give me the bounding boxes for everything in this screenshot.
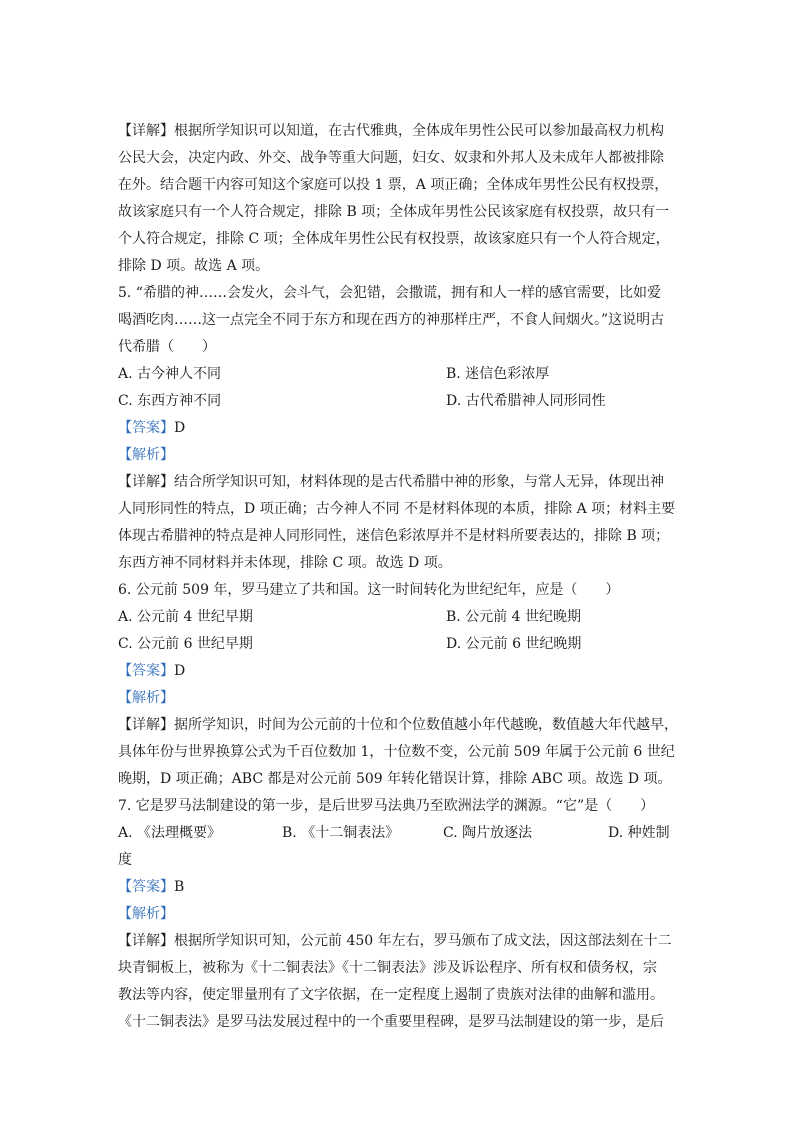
options-row	[118, 388, 678, 415]
options-row	[118, 631, 678, 658]
document-page	[118, 118, 678, 1036]
question-5-stem: 5. “希腊的神……会发火，会斗气，会犯错，会撒谎，拥有和人一样的感官需要，比如爱	[118, 285, 661, 301]
question-5-stem: 代希腊（ ）	[118, 339, 216, 355]
detail-line: 【详解】根据所学知识可知，公元前 450 年左右，罗马颁布了成文法，因这部法刻在十二	[118, 933, 672, 949]
detail-line: 【详解】结合所学知识可知，材料体现的是古代希腊中神的形象，与常人无异，体现出神	[118, 474, 664, 490]
analysis-label: 【解析】	[118, 690, 174, 706]
text-line: 体现古希腊神的特点是神人同形同性，迷信色彩浓厚并不是材料所要表达的，排除 B 项；	[118, 528, 670, 544]
analysis-line	[118, 901, 678, 928]
detail-label: 【详解】	[118, 933, 174, 949]
answer-value: B	[174, 879, 185, 895]
option-c: C. 公元前 6 世纪早期	[118, 636, 253, 652]
text-line: 晚期，D 项正确；ABC 都是对公元前 509 年转化错误计算，排除 ABC 项。故选 D 项。	[118, 771, 672, 787]
text-line: 块青铜板上，被称为《十二铜表法》《十二铜表法》涉及诉讼程序、所有权和债务权，宗	[118, 960, 657, 976]
analysis-line	[118, 685, 678, 712]
options-row	[118, 361, 678, 388]
option-a: A. 公元前 4 世纪早期	[118, 609, 253, 625]
text-line: 东西方神不同材料并未体现，排除 C 项。故选 D 项。	[118, 555, 452, 571]
option-b: B. 迷信色彩浓厚	[446, 366, 550, 382]
option-d: D. 种姓制	[608, 825, 670, 841]
detail-label: 【详解】	[118, 123, 174, 139]
options-row	[118, 820, 678, 847]
question-6-stem: 6. 公元前 509 年，罗马建立了共和国。这一时间转化为世纪纪年，应是（ ）	[118, 582, 620, 598]
detail-line: 【详解】据所学知识，时间为公元前的十位和个位数值越小年代越晚，数值越大年代越早，	[118, 717, 678, 733]
answer-label: 【答案】	[118, 420, 174, 436]
answer-value: D	[174, 663, 186, 679]
option-d: D. 古代希腊神人同形同性	[446, 393, 606, 409]
option-c: C. 东西方神不同	[118, 393, 222, 409]
text-line: 具体年份与世界换算公式为千百位数加 1，十位数不变，公元前 509 年属于公元前 6 世纪	[118, 744, 675, 760]
text-line: 公民大会，决定内政、外交、战争等重大问题，妇女、奴隶和外邦人及未成年人都被排除	[118, 150, 664, 166]
text-line: 在外。结合题干内容可知这个家庭可以投 1 票，A 项正确；全体成年男性公民有权投票，	[118, 177, 669, 193]
answer-line	[118, 415, 678, 442]
question-7-stem: 7. 它是罗马法制建设的第一步，是后世罗马法典乃至欧洲法学的渊源。“它”是（ ）	[118, 798, 655, 814]
option-a: A. 古今神人不同	[118, 366, 222, 382]
text-line: 人同形同性的特点，D 项正确；古今神人不同 不是材料体现的本质，排除 A 项；材料主要	[118, 501, 676, 517]
text-line: 教法等内容，使定罪量刑有了文字依据，在一定程度上遏制了贵族对法律的曲解和滥用。	[118, 987, 664, 1003]
option-d-continuation: 度	[118, 852, 132, 868]
answer-label: 【答案】	[118, 879, 174, 895]
options-row	[118, 604, 678, 631]
option-c: C. 陶片放逐法	[443, 825, 533, 841]
answer-line	[118, 874, 678, 901]
analysis-label: 【解析】	[118, 906, 174, 922]
text-line: 故该家庭只有一个人符合规定，排除 B 项；全体成年男性公民该家庭有权投票，故只有一	[118, 204, 670, 220]
text-line: 排除 D 项。故选 A 项。	[118, 258, 270, 274]
option-b: B. 《十二铜表法》	[282, 825, 400, 841]
option-a: A. 《法理概要》	[118, 825, 222, 841]
detail-line: 【详解】根据所学知识可以知道，在古代雅典，全体成年男性公民可以参加最高权力机构	[118, 123, 664, 139]
option-d: D. 公元前 6 世纪晚期	[446, 636, 582, 652]
text-line: 个人符合规定，排除 C 项；全体成年男性公民有权投票，故该家庭只有一个人符合规定，	[118, 231, 670, 247]
analysis-line	[118, 442, 678, 469]
analysis-label: 【解析】	[118, 447, 174, 463]
detail-label: 【详解】	[118, 474, 174, 490]
answer-label: 【答案】	[118, 663, 174, 679]
question-5-stem: 喝酒吃肉……这一点完全不同于东方和现在西方的神那样庄严，不食人间烟火。”这说明古	[118, 312, 665, 328]
option-b: B. 公元前 4 世纪晚期	[446, 609, 581, 625]
text-line: 《十二铜表法》是罗马法发展过程中的一个重要里程碑，是罗马法制建设的第一步，是后	[118, 1014, 664, 1030]
detail-label: 【详解】	[118, 717, 174, 733]
answer-value: D	[174, 420, 186, 436]
answer-line	[118, 658, 678, 685]
